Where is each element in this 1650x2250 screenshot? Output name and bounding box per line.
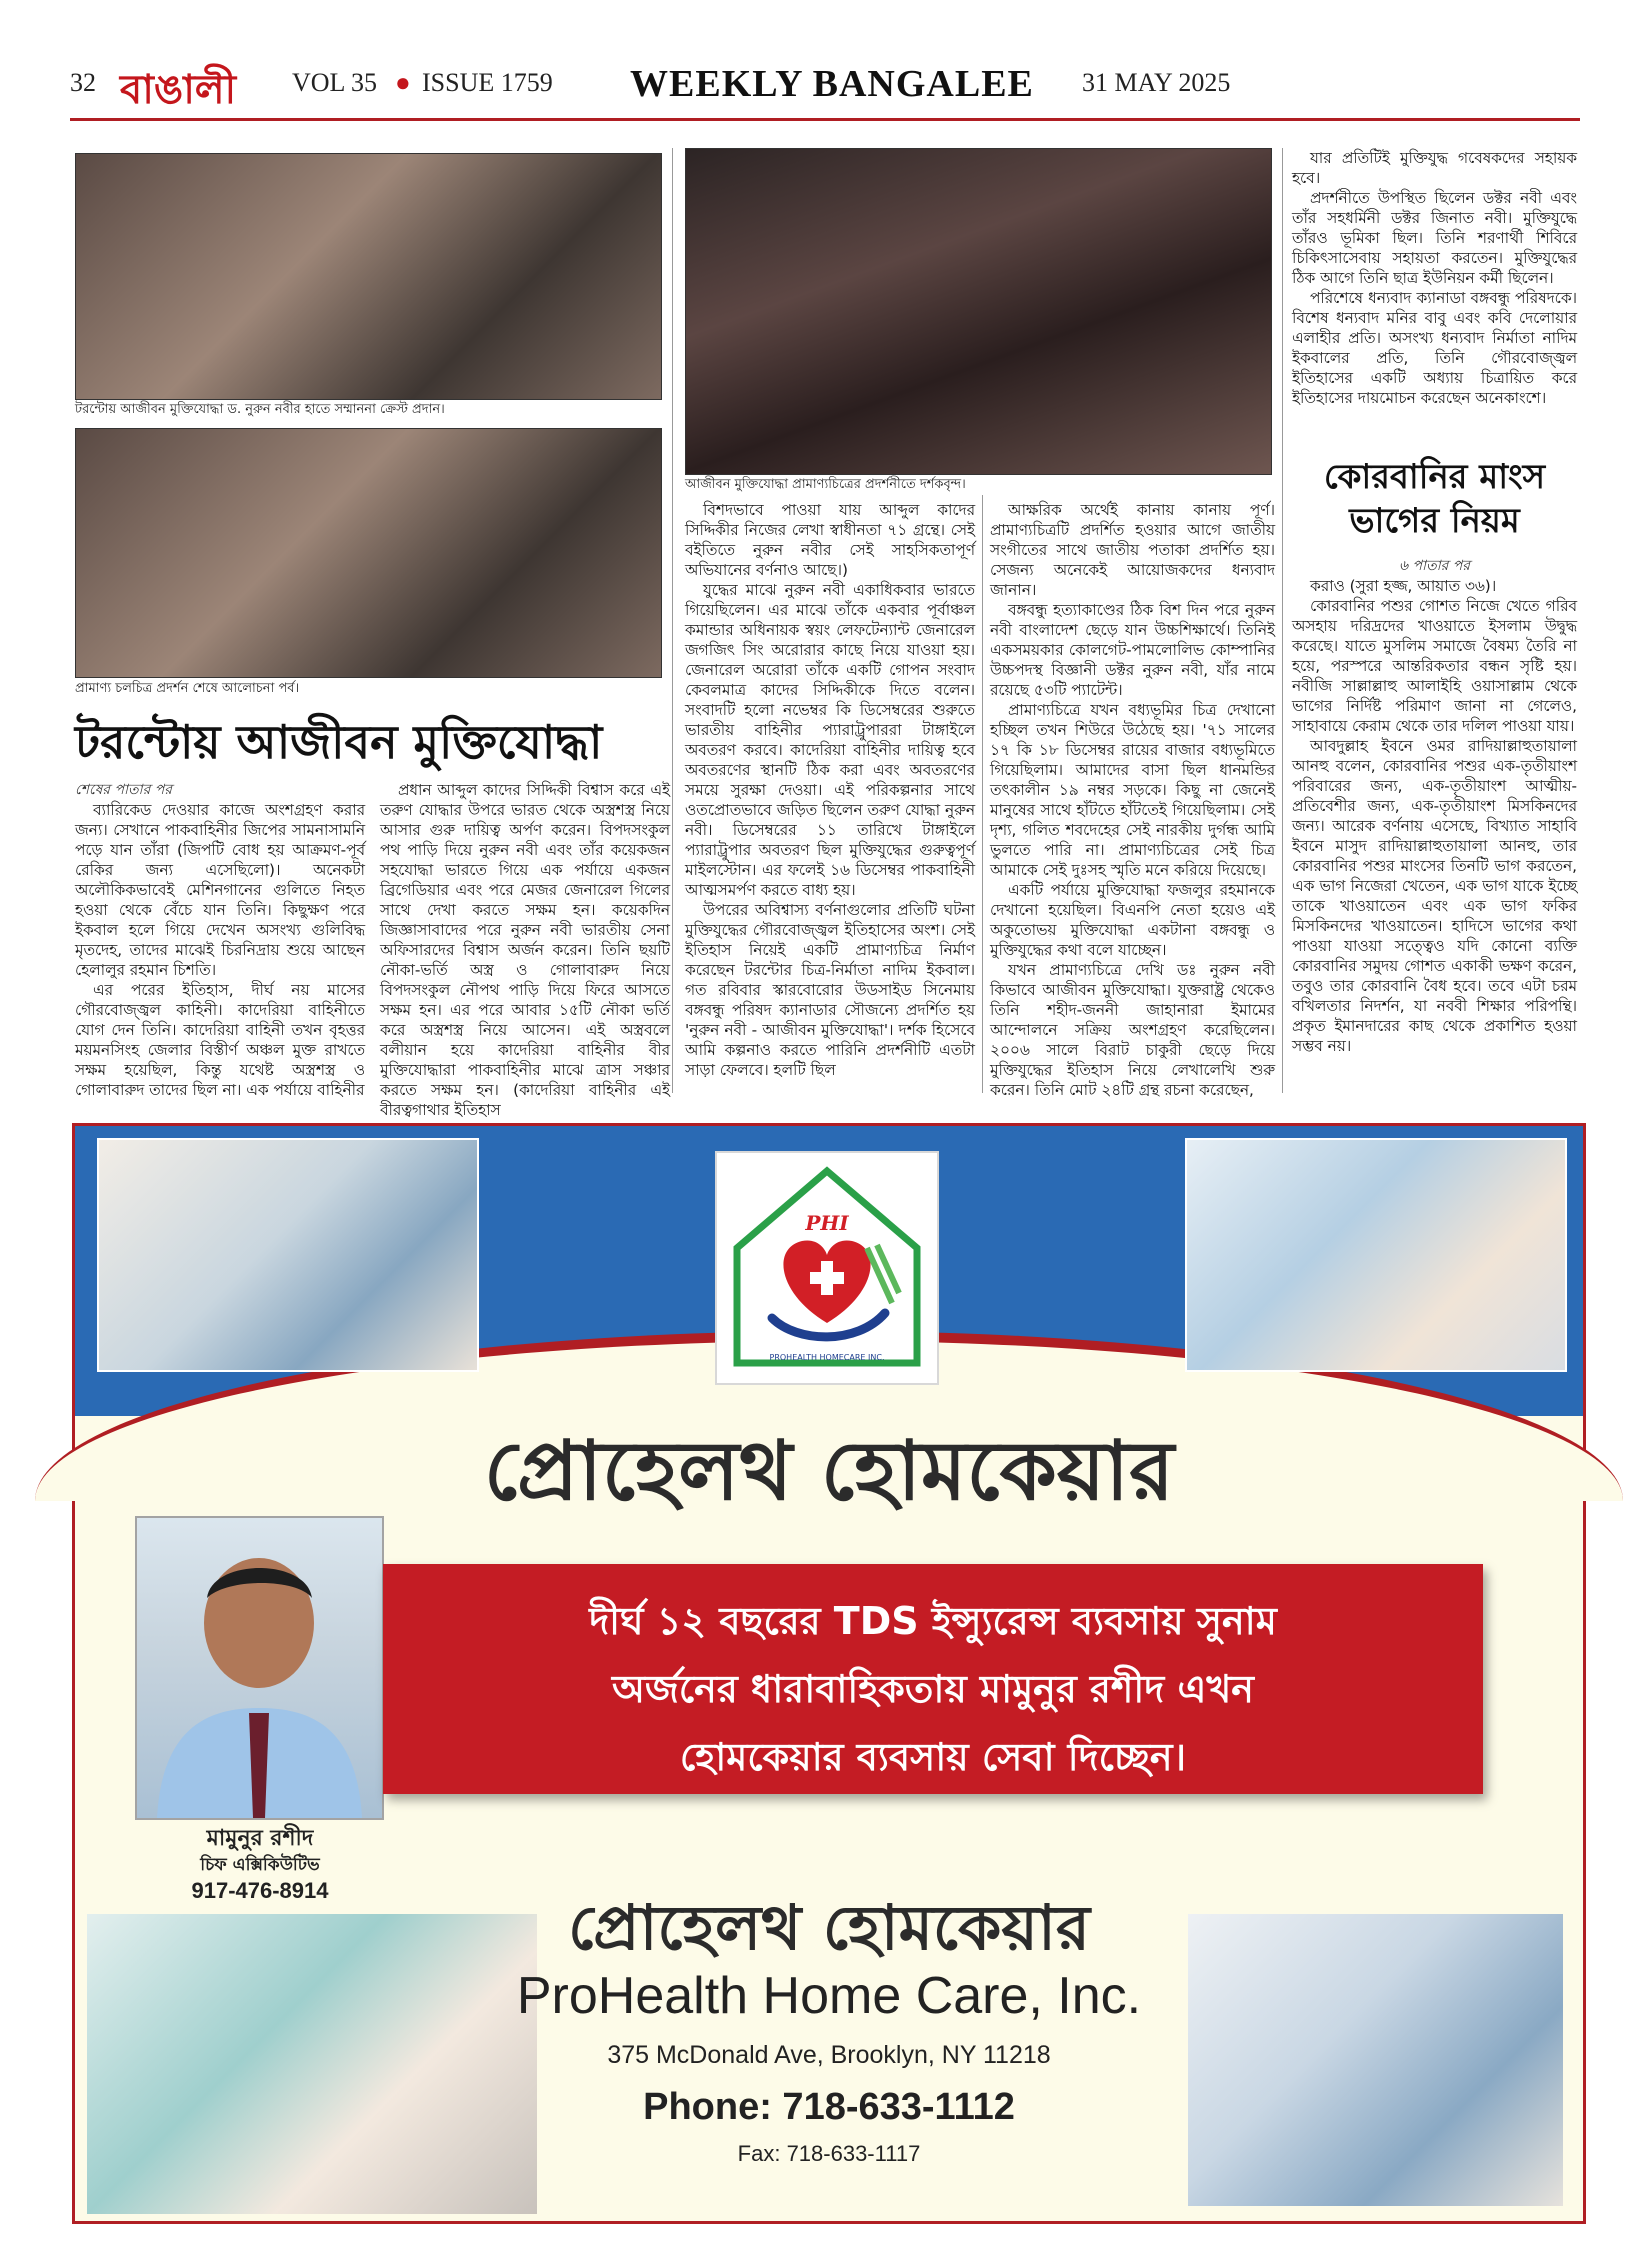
- article-column: [380, 780, 670, 1119]
- ad-message-line: হোমকেয়ার ব্যবসায় সেবা দিচ্ছেন।: [679, 1735, 1187, 1779]
- article-column: [990, 500, 1275, 1099]
- photo-cinema-audience: [685, 148, 1272, 475]
- homecare-advertisement: [72, 1123, 1586, 2224]
- ad-heading: প্রোহেলথ হোমকেয়ার: [483, 1424, 1175, 1519]
- ad-person-photo: [135, 1516, 384, 1820]
- article-paragraph: যার প্রতিটিই মুক্তিযুদ্ধ গবেষকদের সহায়ক হবে।: [1292, 149, 1577, 187]
- company-fax: Fax: 718-633-1117: [737, 2141, 921, 2166]
- company-name: ProHealth Home Care, Inc.: [516, 1967, 1142, 2025]
- article-column: [1292, 148, 1577, 468]
- column-divider: [672, 148, 673, 1093]
- photo-discussion-panel: [75, 428, 662, 678]
- photo-caption: প্রামাণ্য চলচিত্র প্রদর্শন শেষে আলোচনা পর্ব।: [75, 681, 300, 696]
- person-silhouette-icon: [137, 1518, 382, 1818]
- continued-from-label: ৬ পাতার পর: [1398, 558, 1471, 574]
- article-paragraph: উপরের অবিশ্বাস্য বর্ণনাগুলোর প্রতিটি ঘটনা মুক্তিযুদ্ধের গৌরবোজ্জ্বল ইতিহাসের অংশ। সেই ইতিহাস নিয়েই একটি প্রামাণ্যচিত্র নির্মাণ করেছেন টরন্টোর চিত্র-নির্মাতা নাদিম ইকবাল। গত রবিবার স্কারবোরোর উডসাইড সিনেমায় বঙ্গবন্ধু পরিষদ ক্যানাডার সৌজন্যে প্রদর্শিত হয় 'নুরুন নবী - আজীবন মুক্তিযোদ্ধা'। দর্শক হিসেবে আমি কল্পনাও করতে পারিনি প্রদর্শনীটি এতটা সাড়া ফেলবে। হলটি ছিল: [685, 901, 975, 1079]
- article-paragraph: প্রামাণ্যচিত্রে যখন বধ্যভূমির চিত্র দেখানো হচ্ছিল তখন শিউরে উঠেছে হয়। '৭১ সালের ১৭ কি ১৮ ডিসেম্বর রায়ের বাজার বধ্যভূমিতে গিয়েছিলাম। আমাদের বাসা ছিল ধানমন্ডির তৎকালীন ১৯ নম্বর সড়কে। কিছু না জেনেই মানুষের সাথে হাঁটতে হাঁটতেই গিয়েছিলাম। সেই দৃশ্য, গলিত শবদেহের সেই নারকীয় দুর্গন্ধ আমি ভুলতে পারি না। প্রামাণ্যচিত্রের সেই চিত্র আমাকে সেই দুঃসহ স্মৃতি মনে করিয়ে দিয়েছে।: [990, 701, 1275, 879]
- article-paragraph: একটি পর্যায়ে মুক্তিযোদ্ধা ফজলুর রহমানকে দেখানো হয়েছিল। বিএনপি নেতা হয়েও এই অকুতোভয় মুক্তিযোদ্ধা একটানা বঙ্গবন্ধু ও মুক্তিযুদ্ধের কথা বলে যাচ্ছেন।: [990, 881, 1275, 959]
- article-paragraph: ব্যারিকেড দেওয়ার কাজে অংশগ্রহণ করার জন্য। সেখানে পাকবাহিনীর জিপের সামনাসামনি পড়ে যান তাঁরা (জিপটি বোধ হয় আক্রমণ-পূর্ব রেকির জন্য এসেছিলো)। অনেকটা অলৌকিকভাবেই মেশিনগানের গুলিতে নিহত হওয়া থেকে বেঁচে যান তিনি। কিছুক্ষণ পরে ইকবাল হলে গিয়ে দেখেন অসংখ্য গুলিবিদ্ধ মৃতদেহ, তাদের মাঝেই চিরনিদ্রায় শুয়ে আছেন হেলালুর রহমান চিশতি।: [75, 801, 365, 979]
- ad-message-line: অর্জনের ধারাবাহিকতায় মামুনুর রশীদ এখন: [612, 1667, 1254, 1711]
- article-paragraph: পরিশেষে ধন্যবাদ ক্যানাডা বঙ্গবন্ধু পরিষদকে। বিশেষ ধন্যবাদ মনির বাবু এবং কবি দেলোয়ার এলাহীর প্রতি। অসংখ্য ধন্যবাদ নির্মাতা নাদিম ইকবালের প্রতি, তিনি গৌরবোজ্জ্বল ইতিহাসের একটি অধ্যায় চিত্রায়িত করে ইতিহাসের দায়মোচন করেছেন অনেকাংশে।: [1292, 289, 1577, 407]
- article-paragraph: যখন প্রামাণ্যচিত্রে দেখি ডঃ নুরুন নবী কিভাবে আজীবন মুক্তিযোদ্ধা। যুক্তরাষ্ট্র থেকেও তিনি শহীদ-জননী জাহানারা ইমামের আন্দোলনে সক্রিয় অংশগ্রহণ করেছিলেন। ২০০৬ সালে বিরাট চাকুরী ছেড়ে দিয়ে মুক্তিযুদ্ধের ইতিহাস নিয়ে লেখালেখি শুরু করেন। তিনি মোট ২৪টি গ্রন্থ রচনা করেছেন,: [990, 961, 1275, 1099]
- house-heart-icon: [717, 1153, 937, 1383]
- ad-message-box: [383, 1564, 1483, 1794]
- photo-caption: আজীবন মুক্তিযোদ্ধা প্রামাণ্যচিত্রের প্রদর্শনীতে দর্শকবৃন্দ।: [685, 477, 966, 492]
- article-headline: টরন্টোয় আজীবন মুক্তিযোদ্ধা: [75, 715, 603, 769]
- article-paragraph: আক্ষরিক অর্থেই কানায় কানায় পূর্ণ। প্রামাণ্যচিত্রটি প্রদর্শিত হওয়ার আগে জাতীয় সংগীতের সাথে জাতীয় পতাকা প্রদর্শিত হয়। সেজন্য অনেকেই আয়োজকদের ধন্যবাদ জানান।: [990, 501, 1275, 599]
- company-phone: Phone: 718-633-1112: [643, 2086, 1015, 2128]
- ad-message-line: দীর্ঘ ১২ বছরের TDS ইন্স্যুরেন্স ব্যবসায় সুনাম: [589, 1599, 1277, 1643]
- issue-date: 31 MAY 2025: [1082, 68, 1231, 97]
- ad-photo-doctor-patient: [97, 1138, 479, 1372]
- article-paragraph: করাও (সুরা হজ্জ, আয়াত ৩৬)।: [1310, 577, 1497, 595]
- article-paragraph: যুদ্ধের মাঝে নুরুন নবী একাধিকবার ভারতে গিয়েছিলেন। এর মাঝে তাঁকে একবার পূর্বাঞ্চল কমান্ডার অধিনায়ক স্বয়ং লেফটেন্যান্ট জেনারেল জগজিৎ সিং অরোরার কাছে নিয়ে যাওয়া হয়। জেনারেল অরোরা তাঁকে একটি গোপন সংবাদ কেবলমাত্র কাদের সিদ্দিকীকে দিতে বলেন। সংবাদটি হলো নভেম্বর কি ডিসেম্বরের শুরুতে ভারতীয় বাহিনীর প্যারাট্রুপাররা টাঙ্গাইলে অবতরণ করবে। কাদেরিয়া বাহিনীর দায়িত্ব হবে অবতরণের স্থানটি ঠিক করা এবং অবতরণের সময়ে সুরক্ষা দেওয়া। এই পরিকল্পনার সাথে ওতপ্রোতভাবে জড়িত ছিলেন তরুণ যোদ্ধা নুরুন নবী। ডিসেম্বরের ১১ তারিখে টাঙ্গাইলে প্যারাট্রুপার অবতরণ ছিল মুক্তিযুদ্ধের গুরুত্বপূর্ণ মাইলস্টোন। এর ফলেই ১৬ ডিসেম্বর পাকবাহিনী আত্মসমর্পণ করতে বাধ্য হয়।: [685, 581, 975, 899]
- article-paragraph: বঙ্গবন্ধু হত্যাকাণ্ডের ঠিক বিশ দিন পরে নুরুন নবী বাংলাদেশ ছেড়ে যান উচ্চশিক্ষার্থে। তিনিই একসময়কার কোলগেট-পামলোলিভ কোম্পানির উচ্চপদস্থ বিজ্ঞানী ডক্টর নুরুন নবী, যাঁর নামে রয়েছে ৫৩টি প্যাটেন্ট।: [990, 601, 1275, 699]
- person-title: চিফ এক্সিকিউটিভ: [200, 1855, 320, 1875]
- article-column: [75, 780, 365, 1099]
- ad-photo-nurse-feeding: [1185, 1138, 1567, 1372]
- logo-subtext: PROHEALTH HOMECARE INC.: [769, 1353, 885, 1362]
- side-headline-line: কোরবানির মাংস: [1323, 457, 1546, 497]
- side-article-headline: [1292, 455, 1577, 543]
- article-paragraph: প্রধান আব্দুল কাদের সিদ্দিকী বিশ্বাস করে এই তরুণ যোদ্ধার উপরে ভারত থেকে অস্ত্রশস্ত্র নিয়ে আসার গুরু দায়িত্ব অর্পণ করেন। বিপদসংকুল পথ পাড়ি দিয়ে নুরুন নবী এবং তাঁর কয়েকজন সহযোদ্ধা ভারতে গিয়ে এক পর্যায়ে একজন ব্রিগেডিয়ার এবং পরে মেজর জেনারেল গিলের সাথে দেখা করতে সক্ষম হন। কয়েকদিন জিজ্ঞাসাবাদের পরে নুরুন নবী ভারতীয় সেনা অফিসারদের বিশ্বাস অর্জন করেন। তিনি ছয়টি নৌকা-ভর্তি অস্ত্র ও গোলাবারুদ নিয়ে বিপদসংকুল নৌপথ পাড়ি দিয়ে ফিরে আসতে সক্ষম হন। এর পরে আবার ১৫টি নৌকা ভর্তি করে অস্ত্রশস্ত্র নিয়ে আসেন। এই অস্ত্রবলে বলীয়ান হয়ে কাদেরিয়া বাহিনীর বীর মুক্তিযোদ্ধারা পাকবাহিনীর মাঝে ত্রাস সঞ্চার করতে সক্ষম হন। (কাদেরিয়া বাহিনীর এই বীরত্বগাথার ইতিহাস: [380, 781, 670, 1119]
- article-paragraph: বিশদভাবে পাওয়া যায় আব্দুল কাদের সিদ্দিকীর নিজের লেখা স্বাধীনতা ৭১ গ্রন্থে। সেই বইতিতে নুরুন নবীর সেই সাহসিকতাপূর্ণ অভিযানের বর্ণনাও আছে।): [685, 501, 975, 579]
- company-address: 375 McDonald Ave, Brooklyn, NY 11218: [607, 2041, 1051, 2069]
- photo-caption: টরন্টোয় আজীবন মুক্তিযোদ্ধা ড. নুরুন নবীর হাতে সম্মাননা ক্রেস্ট প্রদান।: [75, 402, 445, 417]
- column-divider: [982, 495, 983, 1093]
- volume-label: VOL 35: [292, 68, 377, 97]
- article-paragraph: কোরবানির পশুর গোশত নিজে খেতে গরিব অসহায় দরিদ্রদের খাওয়াতে ইসলাম উদ্বুদ্ধ করেছে। যাতে মুসলিম সমাজে বৈষম্য তৈরি না হয়ে, পরস্পরে আন্তরিকতার বন্ধন সৃষ্টি হয়। নবীজি সাল্লাল্লাহু আলাইহি ওয়াসাল্লাম থেকে ভাগের নির্দিষ্ট পরিমাণ জানা না গেলেও, সাহাবায়ে কেরাম থেকে তার দলিল পাওয়া যায়।: [1292, 597, 1577, 735]
- issue-label: ISSUE 1759: [422, 68, 553, 97]
- column-divider: [1282, 148, 1283, 1093]
- masthead: [70, 58, 1580, 121]
- logo-letters: PHI: [805, 1211, 849, 1235]
- side-article-body: [1292, 556, 1577, 1096]
- newspaper-title: WEEKLY BANGALEE: [630, 63, 1034, 105]
- article-paragraph: প্রদর্শনীতে উপস্থিত ছিলেন ডক্টর নবী এবং তাঁর সহধর্মিনী ডক্টর জিনাত নবী। মুক্তিযুদ্ধে তাঁরও ভূমিকা ছিল। তিনি শরণার্থী শিবিরে চিকিৎসাসেবায় সহায়তা করতেন। মুক্তিযুদ্ধের ঠিক আগে তিনি ছাত্র ইউনিয়ন কর্মী ছিলেন।: [1292, 189, 1577, 287]
- side-headline-line: ভাগের নিয়ম: [1349, 501, 1520, 541]
- article-paragraph: আবদুল্লাহ ইবনে ওমর রাদিয়াল্লাহুতায়ালা আনহু বলেন, কোরবানির পশুর এক-তৃতীয়াংশ পরিবারের জন্য, এক-তৃতীয়াংশ আত্মীয়-প্রতিবেশীর জন্য, এক-তৃতীয়াংশ মিসকিনদের জন্য। আরেক বর্ণনায় এসেছে, বিখ্যাত সাহাবি ইবনে মাসুদ রাদিয়াল্লাহুতায়ালা আনহু, তার কোরবানির পশুর মাংসের তিনটি ভাগ করতেন, এক ভাগ নিজেরা খেতেন, এক ভাগ যাকে ইচ্ছে তাকে খাওয়াতেন এবং এক ভাগ ফকির মিসকিনদের খাওয়াতেন। হাদিসে ভাগের কথা পাওয়া যাওয়া সত্ত্বেও যদি কোনো ব্যক্তি কোরবানির সমুদয় গোশত একাকী ভক্ষণ করেন, তবুও তার কোরবানি বৈধ হবে। তবে এটা চরম বখিলতার নিদর্শন, যা নববী শিক্ষার পরিপন্থি। প্রকৃত ইমানদারের কাছ থেকে প্রকাশিত হওয়া সম্ভব নয়।: [1292, 737, 1577, 1055]
- article-paragraph: এর পরের ইতিহাস, দীর্ঘ নয় মাসের গৌরবোজ্জ্বল কাহিনী। কাদেরিয়া বাহিনীতে যোগ দেন তিনি। কাদেরিয়া বাহিনী তখন বৃহত্তর ময়মনসিংহ জেলার বিস্তীর্ণ অঞ্চল মুক্ত রাখতে সক্ষম হয়েছিল, কিন্তু যথেষ্ট অস্ত্রশস্ত্র ও গোলাবারুদ তাদের ছিল না। এক পর্যায়ে বাহিনীর: [75, 981, 365, 1099]
- person-name: মামুনুর রশীদ: [206, 1826, 314, 1851]
- ad-heading-secondary: প্রোহেলথ হোমকেয়ার: [568, 1891, 1090, 1964]
- separator-dot-icon: ●: [395, 68, 411, 97]
- article-column: [685, 500, 975, 1095]
- newspaper-logo: বাঙালী: [120, 67, 237, 113]
- photo-crest-ceremony: [75, 153, 662, 400]
- page-number: 32: [70, 68, 96, 97]
- person-phone: 917-476-8914: [191, 1878, 329, 1903]
- prohealth-logo: [715, 1151, 939, 1385]
- continued-from-label: শেষের পাতার পর: [75, 782, 172, 798]
